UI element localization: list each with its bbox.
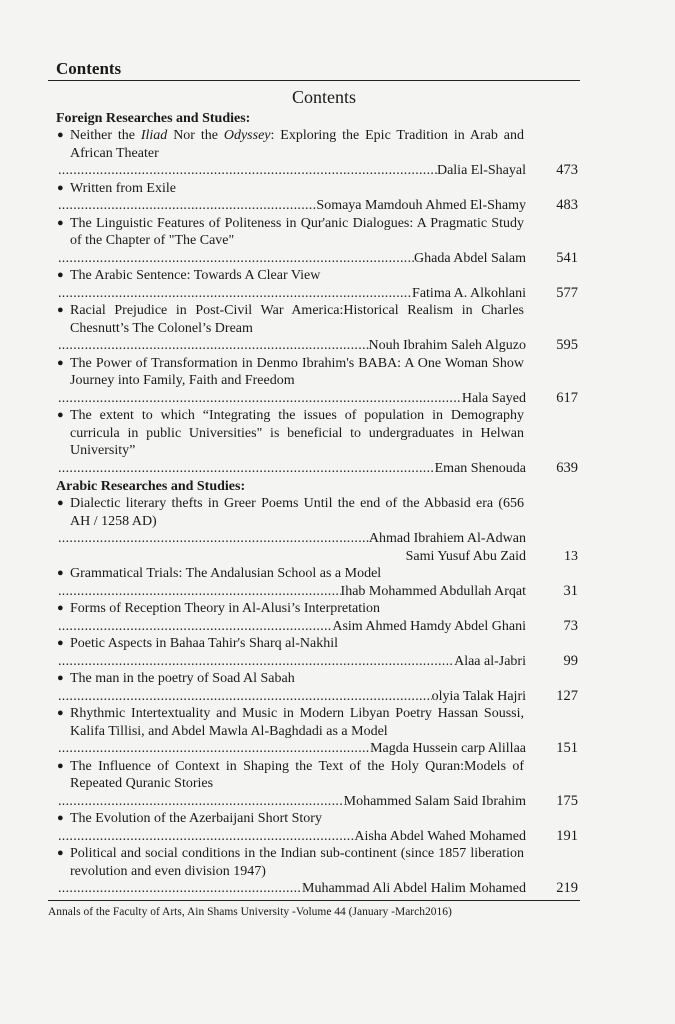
dot-leader	[58, 530, 369, 548]
dot-leader	[58, 688, 432, 706]
toc-entry[interactable]	[48, 355, 580, 408]
entry-title: Political and social conditions in the Indian sub-continent (since 1857 liberation revolution and even division 1947)	[70, 846, 524, 879]
entry-author-line	[58, 390, 578, 408]
toc-entry[interactable]	[48, 635, 580, 670]
entry-title: The Power of Transformation in Denmo Ibrahim's BABA: A One Woman Show Journey into Family, Faith and Freedom	[70, 355, 524, 388]
bullet-icon: ●	[57, 602, 64, 614]
entry-author-line	[58, 285, 578, 303]
entry-title: The man in the poetry of Soad Al Sabah	[70, 671, 295, 686]
page-footer: Annals of the Faculty of Arts, Ain Shams University -Volume 44 (January -March2016)	[48, 900, 580, 919]
entry-author: Somaya Mamdouh Ahmed El-Shamy	[316, 198, 526, 213]
dot-leader	[58, 460, 435, 478]
entry-author-line	[58, 688, 578, 706]
entry-author-line	[58, 828, 578, 846]
entry-title: The Linguistic Features of Politeness in Qur'anic Dialogues: A Pragmatic Study of the Chapter of "The Cave"	[70, 215, 524, 248]
entry-author-line	[58, 460, 578, 478]
entry-page-number: 483	[556, 197, 578, 213]
toc-entry[interactable]	[48, 705, 580, 758]
entry-author: Nouh Ibrahim Saleh Alguzo	[368, 338, 526, 353]
bullet-icon: ●	[57, 304, 64, 316]
toc-entry[interactable]	[48, 495, 580, 565]
entry-author: Fatima A. Alkohlani	[412, 285, 526, 301]
toc-entry[interactable]	[48, 407, 580, 477]
toc-entry[interactable]	[48, 180, 580, 215]
bullet-icon: ●	[57, 409, 64, 421]
entry-author-line	[58, 530, 578, 548]
dot-leader	[58, 390, 462, 408]
entry-page-number: 151	[556, 740, 578, 756]
toc-body	[48, 110, 580, 898]
toc-entry[interactable]	[48, 565, 580, 600]
entry-author-line	[58, 740, 578, 758]
dot-leader	[58, 285, 412, 303]
toc-entry[interactable]	[48, 127, 580, 180]
entry-page-number: 175	[556, 792, 578, 809]
entry-page-number: 73	[563, 617, 578, 634]
entry-author: Dalia El-Shayal	[436, 163, 526, 178]
entry-title: The extent to which “Integrating the issues of population in Demography curricula in public Universities" is beneficial to undergraduates in Helwan University”	[70, 408, 524, 458]
entry-title: Forms of Reception Theory in Al-Alusi’s Interpretation	[70, 601, 381, 616]
entry-page-number: 473	[556, 162, 578, 178]
entry-title: The Influence of Context in Shaping the Text of the Holy Quran:Models of Repeated Quranic Stories	[70, 758, 524, 791]
bullet-icon: ●	[57, 269, 64, 281]
dot-leader	[58, 828, 354, 846]
dot-leader	[58, 337, 369, 355]
entry-author: Asim Ahmed Hamdy Abdel Ghani	[332, 618, 526, 634]
entry-title: Rhythmic Intertextuality and Music in Modern Libyan Poetry Hassan Soussi, Kalifa Tillisi, and Abdel Mawla Al-Baghdadi as a Model	[70, 706, 524, 739]
entry-author-line	[58, 880, 578, 898]
entry-title: Poetic Aspects in Bahaa Tahir's Sharq al-Nakhil	[70, 636, 339, 651]
entry-author-line	[58, 793, 578, 811]
entry-author: Magda Hussein carp Alillaa	[370, 741, 526, 756]
entry-page-number: 617	[556, 389, 578, 406]
entry-page-number: 541	[556, 249, 578, 266]
entry-author: Ahmad Ibrahiem Al-Adwan	[368, 531, 526, 546]
entry-author: Alaa al-Jabri	[454, 653, 526, 669]
bullet-icon: ●	[57, 129, 64, 141]
entry-author-line	[58, 618, 578, 636]
toc-entry[interactable]	[48, 845, 580, 898]
entry-author-line	[58, 337, 578, 355]
toc-entry[interactable]	[48, 670, 580, 705]
entry-title: Neither the Iliad Nor the Odyssey: Exploring the Epic Tradition in Arab and African Theater	[70, 128, 524, 161]
entry-title: Written from Exile	[70, 180, 176, 196]
dot-leader	[58, 618, 332, 636]
dot-leader	[58, 250, 414, 268]
entry-title: Dialectic literary thefts in Greer Poems Until the end of the Abbasid era (656 AH / 1258 AD)	[70, 496, 524, 529]
entry-author-line	[58, 653, 578, 671]
dot-leader	[58, 740, 370, 758]
entry-page-number: 577	[556, 284, 578, 301]
toc-entry[interactable]	[48, 810, 580, 845]
entry-page-number: 219	[556, 880, 578, 896]
entry-author-line	[58, 250, 578, 268]
dot-leader	[58, 197, 316, 215]
entry-author: Mohammed Salam Said Ibrahim	[343, 793, 526, 809]
toc-entry[interactable]	[48, 215, 580, 268]
entry-title: Grammatical Trials: The Andalusian School as a Model	[70, 566, 382, 581]
section-heading: Foreign Researches and Studies:	[56, 111, 251, 126]
bullet-icon: ●	[57, 672, 64, 684]
page-title: Contents	[291, 87, 356, 107]
entry-author-line	[58, 583, 578, 601]
dot-leader	[58, 653, 454, 671]
dot-leader	[58, 583, 341, 601]
entry-second-author-line	[58, 548, 578, 566]
entry-title: The Arabic Sentence: Towards A Clear View	[70, 268, 321, 283]
section-heading: Arabic Researches and Studies:	[56, 479, 246, 494]
entry-author: Eman Shenouda	[434, 460, 526, 476]
toc-entry[interactable]	[48, 302, 580, 355]
dot-leader	[58, 162, 437, 180]
entry-author-line	[58, 162, 578, 180]
entry-page-number: 639	[556, 459, 578, 476]
bullet-icon: ●	[57, 812, 64, 824]
entry-author: Ihab Mohammed Abdullah Arqat	[340, 583, 526, 599]
entry-title: The Evolution of the Azerbaijani Short Story	[70, 811, 322, 826]
bullet-icon: ●	[57, 707, 64, 719]
toc-entry[interactable]	[48, 600, 580, 635]
entry-title: Racial Prejudice in Post-Civil War America:Historical Realism in Charles Chesnutt’s The Colonel’s Dream	[70, 303, 524, 336]
entry-author: Ghada Abdel Salam	[414, 250, 526, 266]
entry-page-number: 13	[564, 548, 578, 564]
bullet-icon: ●	[57, 637, 64, 649]
dot-leader	[58, 880, 302, 898]
bullet-icon: ●	[57, 216, 64, 229]
toc-entry[interactable]	[48, 758, 580, 811]
entry-page-number: 31	[563, 582, 578, 599]
entry-author: olyia Talak Hajri	[431, 688, 526, 704]
entry-page-number: 191	[556, 827, 578, 844]
entry-author-line	[58, 197, 578, 215]
running-head: Contents	[48, 58, 580, 81]
entry-author: Aisha Abdel Wahed Mohamed	[354, 828, 526, 844]
toc-page	[48, 58, 580, 898]
entry-author: Hala Sayed	[461, 390, 526, 406]
entry-page-number: 127	[556, 687, 578, 704]
entry-page-number: 99	[563, 652, 578, 669]
entry-author: Muhammad Ali Abdel Halim Mohamed	[302, 881, 526, 896]
bullet-icon: ●	[57, 356, 64, 369]
bullet-icon: ●	[57, 567, 64, 579]
bullet-icon: ●	[57, 759, 64, 772]
toc-entry[interactable]	[48, 267, 580, 302]
dot-leader	[58, 793, 344, 811]
entry-page-number: 595	[556, 337, 578, 353]
bullet-icon: ●	[57, 847, 64, 859]
bullet-icon: ●	[57, 497, 64, 509]
entry-author: Sami Yusuf Abu Zaid	[405, 548, 526, 564]
bullet-icon: ●	[57, 181, 64, 194]
